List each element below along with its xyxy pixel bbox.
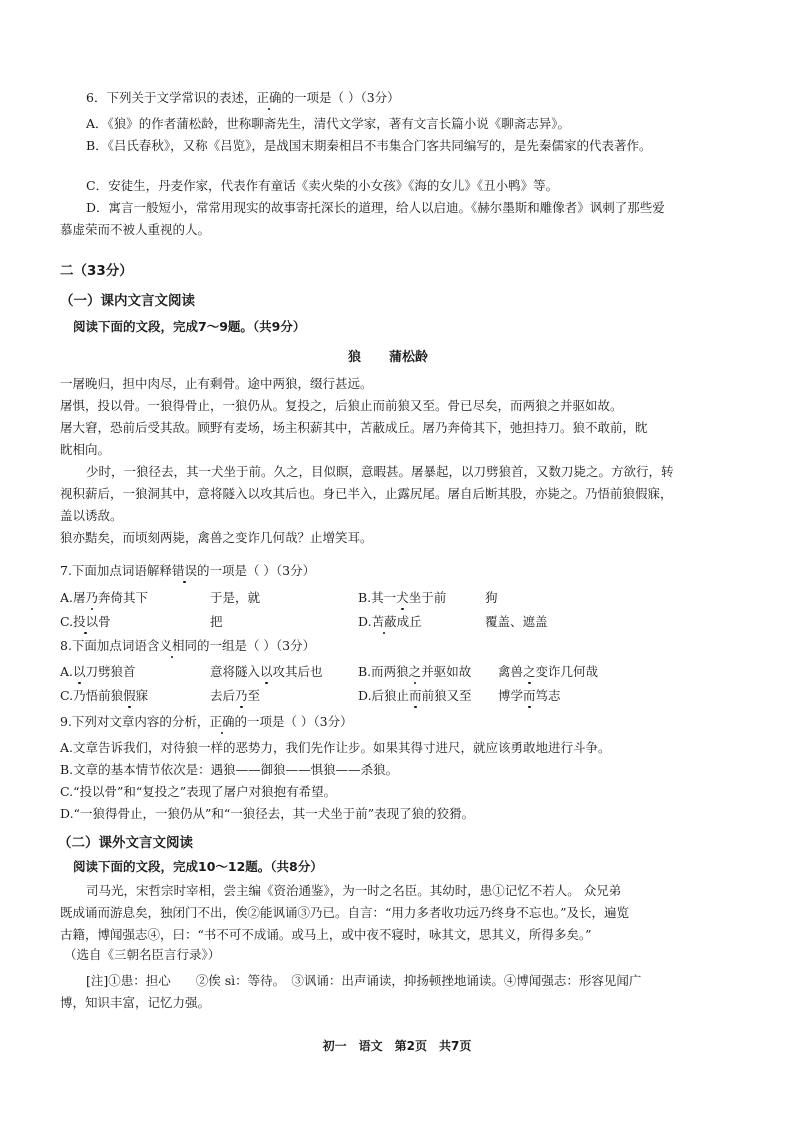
passage-paragraph-1: 一屠晚归，担中肉尽，止有剩骨。途中两狼，缀行甚远。 bbox=[60, 376, 373, 391]
passage-paragraph-5: 狼亦黠矣，而顷刻两毙，禽兽之变诈几何哉？止增笑耳。 bbox=[60, 530, 373, 545]
q6-stem: 6．下列关于文学常识的表述，正确的一项是（ ）（3分） bbox=[86, 90, 400, 105]
extract-line-2: 既成诵而游息矣，独闭门不出，俟②能讽诵③乃已。自言：“用力多者收功远乃终身不忘也。”及长，遍览 bbox=[60, 905, 630, 920]
section-two-heading: 二（33分） bbox=[60, 263, 133, 279]
reading-instruction-2: 阅读下面的文段，完成10～12题。（共8分） bbox=[73, 859, 323, 874]
q8-option-a-right: 意将隧入以攻其后也 bbox=[210, 664, 323, 679]
passage-title: 狼 bbox=[348, 350, 362, 365]
q8-option-c-left: C.乃悟前狼假寐 bbox=[60, 688, 149, 703]
q7-option-d: D.苫蔽成丘 bbox=[358, 614, 422, 629]
subsection-one-heading: （一）课内文言文阅读 bbox=[60, 293, 195, 309]
page-footer: 初一 语文 第2页 共7页 bbox=[322, 1039, 472, 1053]
q7-stem: 7.下面加点词语解释错误的一项是（ ）（3分） bbox=[60, 563, 316, 578]
q7-option-c-explanation: 把 bbox=[210, 614, 223, 629]
q6-option-c: C．安徒生，丹麦作家，代表作有童话《卖火柴的小女孩》《海的女儿》《丑小鸭》等。 bbox=[86, 178, 559, 193]
q8-stem: 8.下面加点词语含义相同的一组是（ ）（3分） bbox=[60, 638, 316, 653]
q6-option-d-line1: D．寓言一般短小，常常用现实的故事寄托深长的道理，给人以启迪。《赫尔墨斯和雕像者》讽刺了那些爱 bbox=[86, 200, 665, 215]
q6-option-d-line2: 慕虚荣而不被人重视的人。 bbox=[60, 222, 211, 237]
q7-option-b-explanation: 狗 bbox=[485, 590, 498, 605]
q7-option-c: C.投以骨 bbox=[60, 614, 111, 629]
extract-line-3: 古籍，博闻强志④，曰：“书不可不成诵。或马上，或中夜不寝时，咏其文，思其义，所得多矣。” bbox=[60, 927, 592, 942]
passage-paragraph-4-line2: 视积薪后，一狼洞其中，意将隧入以攻其后也。身已半入，止露尻尾。屠自后断其股，亦毙之。乃悟前狼假寐， bbox=[60, 486, 673, 501]
q7-option-b: B.其一犬坐于前 bbox=[358, 590, 447, 605]
passage-author: 蒲松龄 bbox=[389, 350, 429, 365]
q9-option-b: B.文章的基本情节依次是：遇狼——御狼——惧狼——杀狼。 bbox=[60, 762, 399, 777]
q8-option-d-left: D.后狼止而前狼又至 bbox=[358, 688, 472, 703]
q8-option-a-left: A.以刀劈狼首 bbox=[60, 664, 136, 679]
q7-option-a: A.屠乃奔倚其下 bbox=[60, 590, 149, 605]
notes-line-1: [注]①患：担心 ②俟 sì：等待。 ③讽诵：出声诵读，抑扬顿挫地诵读。④博闻强志：形容见闻广 bbox=[86, 973, 642, 988]
q9-option-c: C.“投以骨”和“复投之”表现了屠户对狼抱有希望。 bbox=[60, 784, 337, 799]
q7-option-d-explanation: 覆盖、遮盖 bbox=[485, 614, 548, 629]
q6-option-b: B．《吕氏春秋》，又称《吕览》，是战国末期秦相吕不韦集合门客共同编写的，是先秦儒家的代表著作。 bbox=[86, 138, 652, 153]
passage-paragraph-2: 屠惧，投以骨。一狼得骨止，一狼仍从。复投之，后狼止而前狼又至。骨已尽矣，而两狼之并驱如故。 bbox=[60, 398, 623, 413]
passage-paragraph-3-line1: 屠大窘，恐前后受其敌。顾野有麦场，场主积薪其中，苫蔽成丘。屠乃奔倚其下，弛担持刀。狼不敢前，眈 bbox=[60, 420, 648, 435]
extract-line-1: 司马光，宋哲宗时宰相，尝主编《资治通鉴》，为一时之名臣。其幼时，患①记忆不若人。 众兄弟 bbox=[86, 883, 622, 898]
notes-line-2: 博，知识丰富，记忆力强。 bbox=[60, 995, 211, 1010]
q9-stem: 9.下列对文章内容的分析，正确的一项是（ ）（3分） bbox=[60, 714, 353, 729]
q9-option-d: D.“一狼得骨止，一狼仍从”和“一狼径去，其一犬坐于前”表现了狼的狡猾。 bbox=[60, 806, 475, 821]
extract-source: （选自《三朝名臣言行录》） bbox=[64, 947, 221, 962]
passage-paragraph-4-line3: 盖以诱敌。 bbox=[60, 508, 123, 523]
q9-option-a: A.文章告诉我们，对待狼一样的恶势力，我们先作让步。如果其得寸进尺，就应该勇敢地进行斗争。 bbox=[60, 740, 611, 755]
q8-option-d-right: 博学而笃志 bbox=[498, 688, 561, 703]
q8-option-b-left: B.而两狼之并驱如故 bbox=[358, 664, 472, 679]
q7-option-a-explanation: 于是，就 bbox=[210, 590, 261, 605]
reading-instruction-1: 阅读下面的文段，完成7～9题。（共9分） bbox=[73, 319, 306, 334]
q8-option-b-right: 禽兽之变诈几何哉 bbox=[498, 664, 599, 679]
q6-option-a: A．《狼》的作者蒲松龄，世称聊斋先生，清代文学家，著有文言长篇小说《聊斋志异》。 bbox=[86, 116, 571, 131]
passage-paragraph-3-line2: 眈相向。 bbox=[60, 442, 111, 457]
subsection-two-heading: （二）课外文言文阅读 bbox=[58, 835, 193, 851]
passage-paragraph-4-line1: 少时，一狼径去，其一犬坐于前。久之，目似瞑，意暇甚。屠暴起，以刀劈狼首，又数刀毙之。方欲行，转 bbox=[86, 464, 674, 479]
q8-option-c-right: 去后乃至 bbox=[210, 688, 261, 703]
